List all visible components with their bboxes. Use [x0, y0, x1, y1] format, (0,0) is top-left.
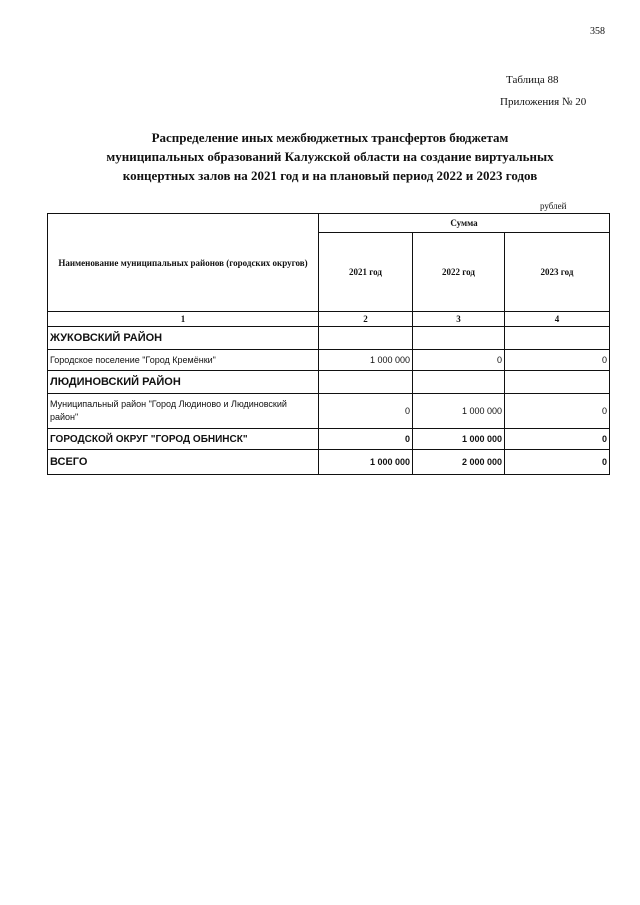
table-row [48, 327, 610, 350]
empty-cell [413, 371, 505, 394]
table-reference: Таблица 88 [506, 74, 559, 86]
total-2023: 0 [505, 450, 610, 475]
row-name-kremenki: Городское поселение "Город Кремёнки" [48, 350, 319, 371]
value-2022: 0 [413, 350, 505, 371]
empty-cell [319, 371, 413, 394]
column-index: 3 [413, 312, 505, 327]
value-2023: 0 [505, 429, 610, 450]
page-number: 358 [590, 26, 605, 37]
row-name-zhukov-district: ЖУКОВСКИЙ РАЙОН [48, 327, 319, 350]
header-year-2022: 2022 год [413, 233, 505, 312]
total-2022: 2 000 000 [413, 450, 505, 475]
row-name-obninsk: ГОРОДСКОЙ ОКРУГ "ГОРОД ОБНИНСК" [48, 429, 319, 450]
title-line: муниципальных образований Калужской области на создание виртуальных [106, 149, 554, 164]
empty-cell [505, 327, 610, 350]
value-2023: 0 [505, 394, 610, 429]
units-label: рублей [540, 201, 567, 211]
value-2022: 1 000 000 [413, 394, 505, 429]
value-2021: 0 [319, 394, 413, 429]
column-index: 4 [505, 312, 610, 327]
document-title [60, 128, 600, 185]
header-name-column: Наименование муниципальных районов (городских округов) [48, 214, 319, 312]
column-index: 2 [319, 312, 413, 327]
table-row [48, 394, 610, 429]
title-line: Распределение иных межбюджетных трансфертов бюджетам [151, 130, 509, 145]
column-index: 1 [48, 312, 319, 327]
appendix-reference: Приложения № 20 [500, 96, 587, 108]
table-row [48, 429, 610, 450]
value-2021: 0 [319, 429, 413, 450]
empty-cell [413, 327, 505, 350]
table-row [48, 371, 610, 394]
row-name-lyudinovo-district: ЛЮДИНОВСКИЙ РАЙОН [48, 371, 319, 394]
header-year-2021: 2021 год [319, 233, 413, 312]
table-row [48, 350, 610, 371]
title-line: концертных залов на 2021 год и на плановый период 2022 и 2023 годов [122, 168, 538, 183]
transfers-table [47, 213, 610, 475]
value-2023: 0 [505, 350, 610, 371]
total-row [48, 450, 610, 475]
column-index-row [48, 312, 610, 327]
header-year-2023: 2023 год [505, 233, 610, 312]
total-2021: 1 000 000 [319, 450, 413, 475]
value-2021: 1 000 000 [319, 350, 413, 371]
empty-cell [505, 371, 610, 394]
empty-cell [319, 327, 413, 350]
row-name-total: ВСЕГО [48, 450, 319, 475]
header-sum: Сумма [319, 214, 610, 233]
row-name-lyudinovo-municipal: Муниципальный район "Город Людиново и Людиновский район" [48, 394, 319, 429]
value-2022: 1 000 000 [413, 429, 505, 450]
